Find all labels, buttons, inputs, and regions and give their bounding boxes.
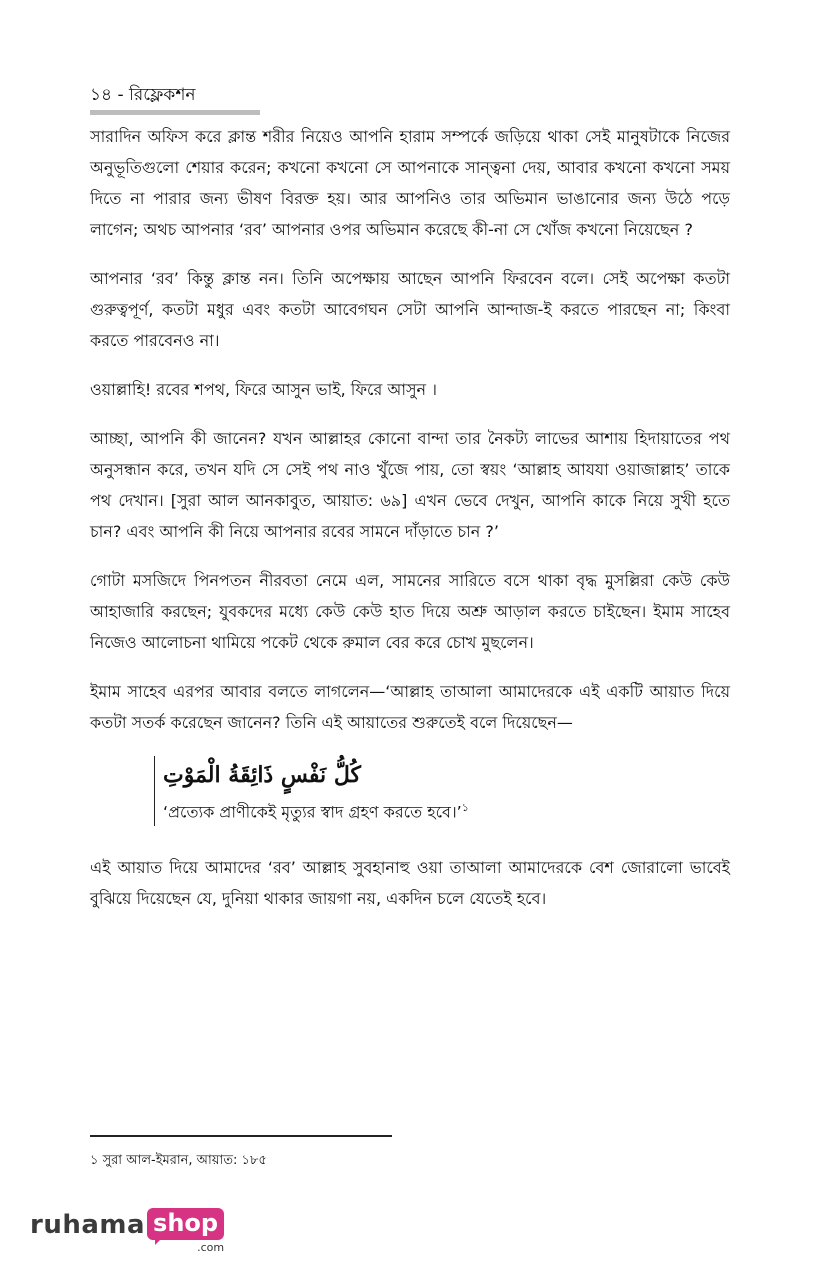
footnote-marker: ১ (461, 801, 469, 814)
logo-shop-text: shop (147, 1208, 224, 1240)
paragraph: গোটা মসজিদে পিনপতন নীরবতা নেমে এল, সামনের সারিতে বসে থাকা বৃদ্ধ মুসল্লিরা কেউ কেউ আহাজারি করছেন; যুবকদের মধ্যে কেউ কেউ হাত দিয়ে অশ্রু আড়াল করতে চাইছেন। ইমাম সাহেব নিজেও আলোচনা থামিয়ে পকেট থেকে রুমাল বের করে চোখ মুছলেন। (90, 571, 730, 652)
arabic-verse: كُلُّ نَفْسٍ ذَائِقَةُ الْمَوْتِ (163, 762, 361, 788)
paragraph: আচ্ছা, আপনি কী জানেন? যখন আল্লাহর কোনো বান্দা তার নৈকট্য লাভের আশায় হিদায়াতের পথ অনুসন্ধান করে, তখন যদি সে সেই পথ নাও খুঁজে পায়, তো স্বয়ং ‘আল্লাহ আযযা ওয়াজাল্লাহ’ তাকে পথ দেখান। [সুরা আল আনকাবুত, আয়াত: ৬৯] এখন ভেবে দেখুন, আপনি কাকে নিয়ে সুখী হতে চান? এবং আপনি কী নিয়ে আপনার রবের সামনে দাঁড়াতে চান ?’ (90, 429, 730, 541)
footnote: ১ সুরা আল-ইমরান, আয়াত: ১৮৫ (90, 1153, 267, 1168)
paragraph: ওয়াল্লাহি! রবের শপথ, ফিরে আসুন ভাই, ফিরে আসুন । (90, 380, 437, 399)
paragraph: ইমাম সাহেব এরপর আবার বলতে লাগলেন—‘আল্লাহ তাআলা আমাদেরকে এই একটি আয়াত দিয়ে কতটা সতর্ক করেছেন জানেন? তিনি এই আয়াতের শুরুতেই বলে দিয়েছেন— (90, 682, 730, 732)
verse-translation-text: ‘প্রত্যেক প্রাণীকেই মৃত্যুর স্বাদ গ্রহণ করতে হবে।’ (163, 802, 462, 822)
paragraph: আপনার ‘রব’ কিন্তু ক্লান্ত নন। তিনি অপেক্ষায় আছেন আপনি ফিরবেন বলে। সেই অপেক্ষা কতটা গুরুত্বপূর্ণ, কতটা মধুর এবং কতটা আবেগঘন সেটা আপনি আন্দাজ-ই করতে পারছেন না; কিংবা করতে পারবেনও না। (90, 269, 730, 350)
verse-quote (154, 756, 730, 826)
logo-domain-text: .com (197, 1241, 225, 1254)
logo-brand-text: ruhama (30, 1210, 146, 1240)
page-body (90, 82, 730, 932)
logo-shop-badge (147, 1208, 225, 1254)
header-underline (90, 110, 260, 115)
footnote-divider (90, 1135, 392, 1137)
running-header: ১৪ - রিফ্লেকশন (90, 85, 196, 105)
ruhamashop-logo (30, 1208, 225, 1254)
speech-bubble-tail-icon (155, 1236, 164, 1245)
verse-translation (163, 794, 730, 826)
closing-paragraph: এই আয়াত দিয়ে আমাদের ‘রব’ আল্লাহ সুবহানাহু ওয়া তাআলা আমাদেরকে বেশ জোরালো ভাবেই বুঝিয়ে দিয়েছেন যে, দুনিয়া থাকার জায়গা নয়, একদিন চলে যেতেই হবে। (90, 858, 730, 909)
paragraph: সারাদিন অফিস করে ক্লান্ত শরীর নিয়েও আপনি হারাম সম্পর্কে জড়িয়ে থাকা সেই মানুষটাকে নিজের অনুভূতিগুলো শেয়ার করেন; কখনো কখনো সে আপনাকে সান্ত্বনা দেয়, আবার কখনো কখনো সময় দিতে না পারার জন্য ভীষণ বিরক্ত হয়। আর আপনিও তার অভিমান ভাঙানোর জন্য উঠে পড়ে লাগেন; অথচ আপনার ‘রব’ আপনার ওপর অভিমান করেছে কী-না সে খোঁজ কখনো নিয়েছেন ? (90, 127, 730, 239)
